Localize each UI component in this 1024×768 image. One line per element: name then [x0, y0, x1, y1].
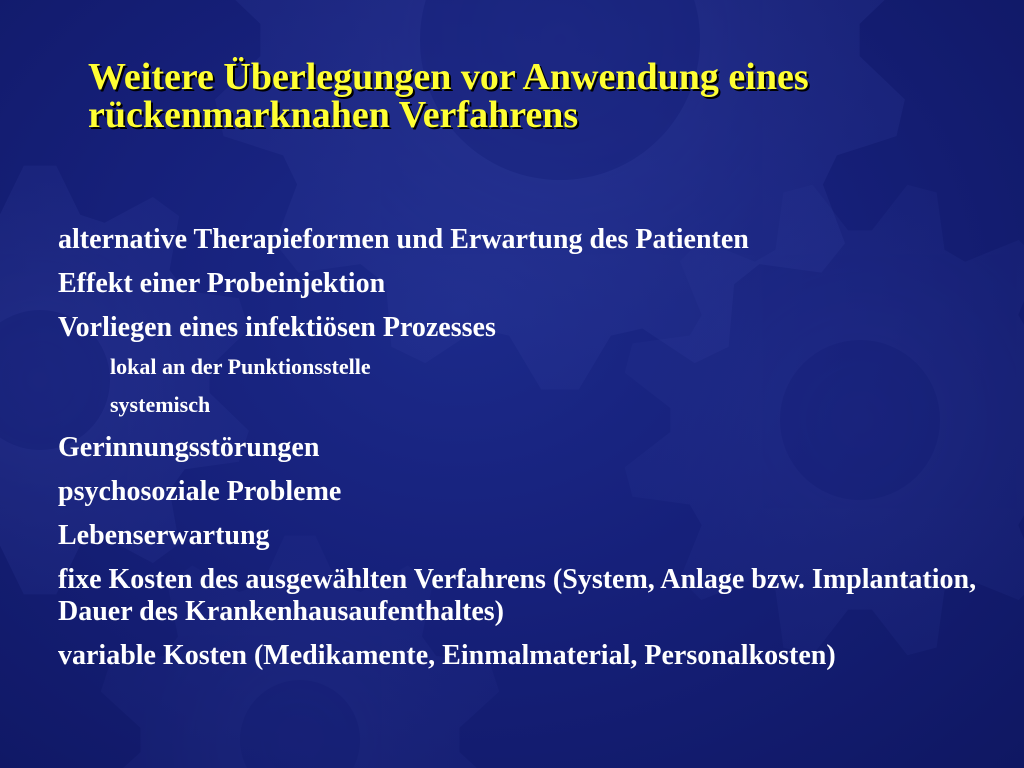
slide-title: [88, 58, 988, 134]
slide-title-line-2: rückenmarknahen Verfahrens: [88, 94, 579, 136]
bullet-therapy-alternatives: alternative Therapieformen und Erwartung des Patienten: [58, 224, 749, 255]
bullet-psychosocial: psychosoziale Probleme: [58, 476, 342, 507]
bullet-life-expectancy: Lebenserwartung: [58, 520, 270, 551]
bullet-test-injection: Effekt einer Probeinjektion: [58, 268, 386, 299]
sub-bullet-local: lokal an der Punktionsstelle: [110, 354, 371, 379]
bullet-fixed-costs: fixe Kosten des ausgewählten Verfahrens (System, Anlage bzw. Implantation, Dauer des Krankenhausaufenthaltes): [58, 564, 977, 627]
sub-bullet-systemic: systemisch: [110, 392, 211, 417]
bullet-infection: Vorliegen eines infektiösen Prozesses: [58, 312, 496, 343]
bullet-variable-costs: variable Kosten (Medikamente, Einmalmaterial, Personalkosten): [58, 640, 836, 671]
bullet-list: [58, 224, 998, 672]
slide-title-line-1: Weitere Überlegungen vor Anwendung eines: [88, 56, 809, 98]
bullet-coagulation: Gerinnungsstörungen: [58, 432, 320, 463]
